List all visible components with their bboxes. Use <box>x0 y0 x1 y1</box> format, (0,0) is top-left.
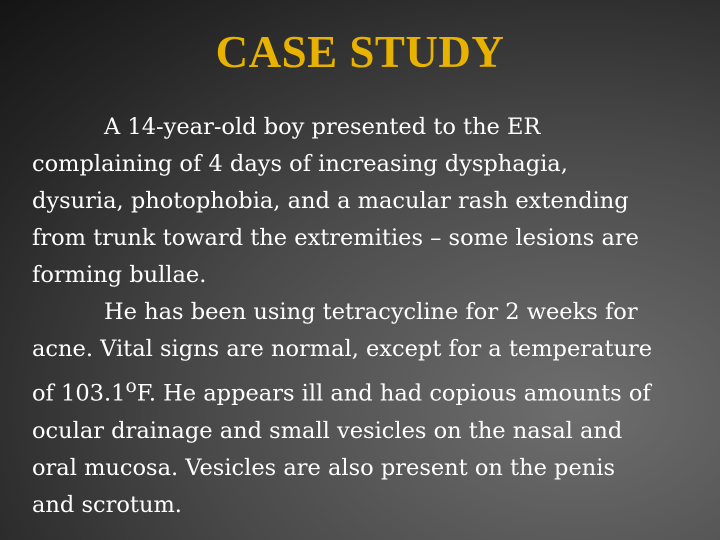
text-line-temperature <box>32 368 716 413</box>
text-line: ocular drainage and small vesicles on the nasal and <box>32 417 623 444</box>
degree-superscript: o <box>125 376 137 397</box>
text-line: complaining of 4 days of increasing dysphagia, <box>32 151 568 177</box>
text-line: and scrotum. <box>32 491 182 518</box>
text-line: A 14-year-old boy presented to the ER <box>104 114 541 140</box>
text-line: He has been using tetracycline for 2 weeks for <box>104 299 638 325</box>
temperature-value: of 103.1 <box>32 380 126 407</box>
text-line: from trunk toward the extremities – some lesions are <box>32 225 639 251</box>
text-line: dysuria, photophobia, and a macular rash extending <box>32 188 629 214</box>
text-line: oral mucosa. Vesicles are also present on the penis <box>32 454 616 481</box>
slide-title: CASE STUDY <box>215 27 505 77</box>
paragraph-history <box>32 294 716 524</box>
text-line: forming bullae. <box>32 262 207 288</box>
text-line: acne. Vital signs are normal, except for a temperature <box>32 336 653 362</box>
paragraph-presentation <box>32 109 716 294</box>
temperature-remainder: F. He appears ill and had copious amounts of <box>136 380 651 407</box>
case-description <box>32 109 716 524</box>
